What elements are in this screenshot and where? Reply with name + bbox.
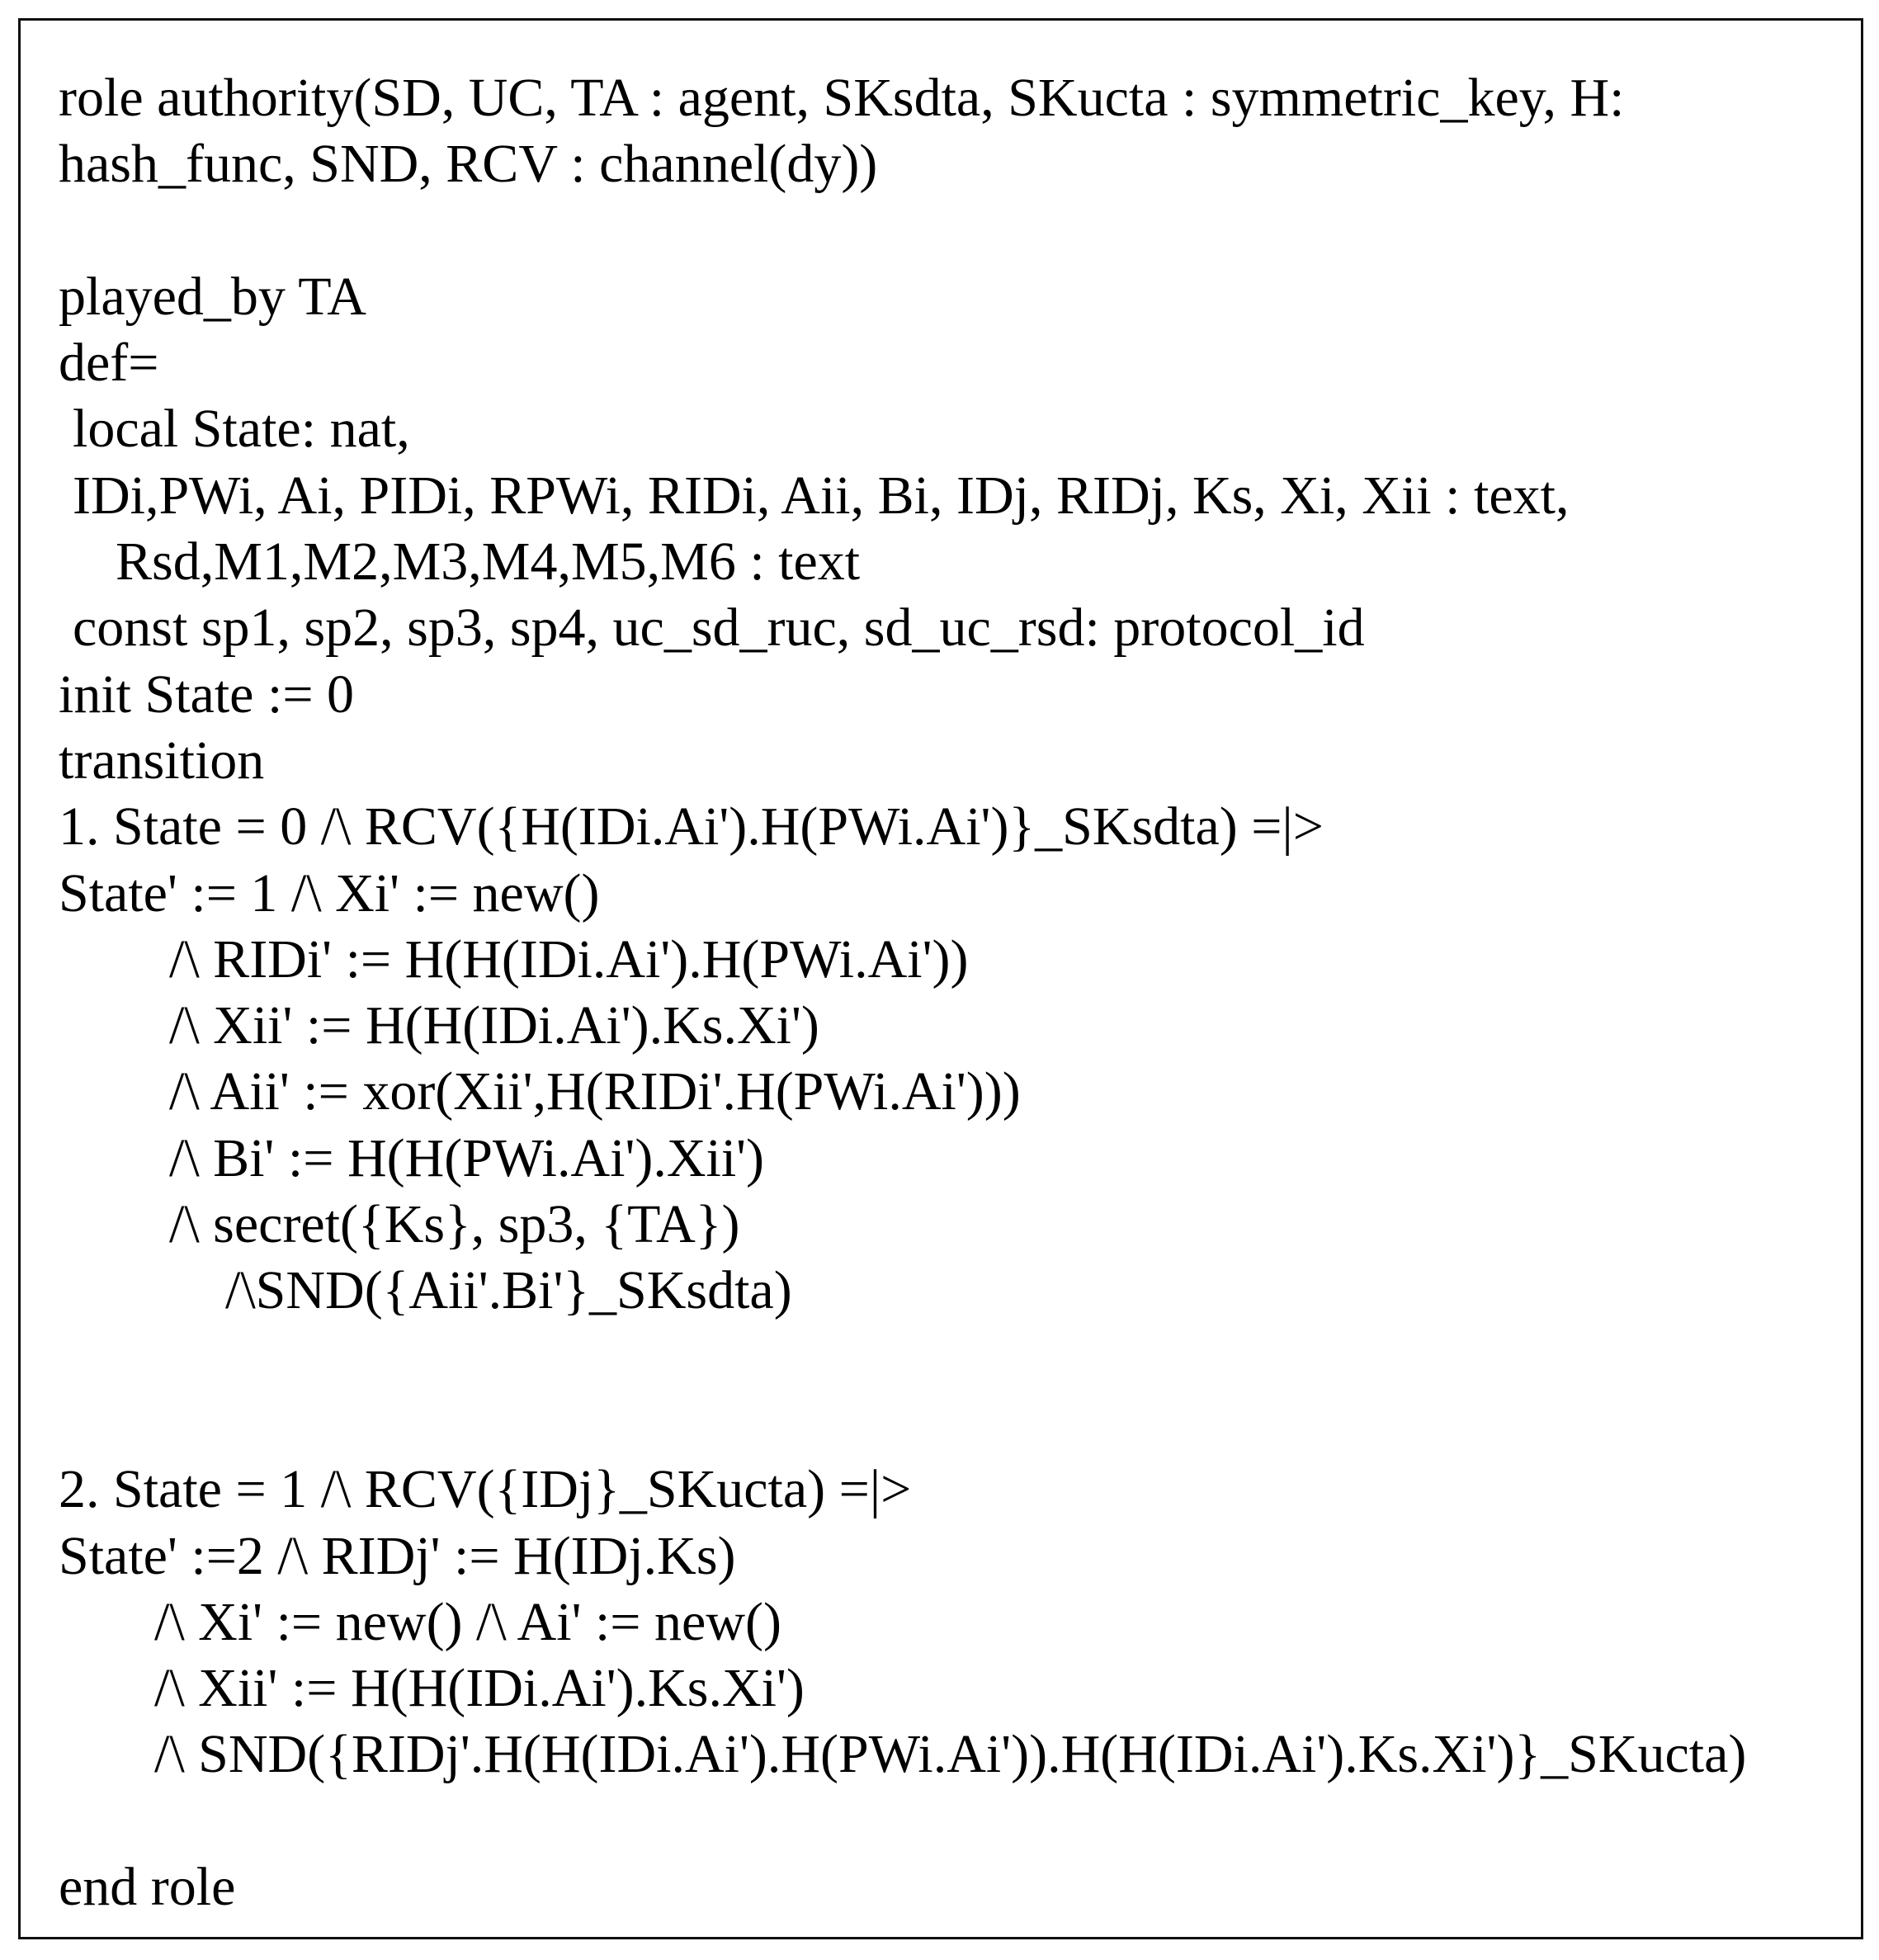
code-line: 2. State = 1 /\ RCV({IDj}_SKucta) =|> — [59, 1459, 912, 1520]
code-line: role authority(SD, UC, TA : agent, SKsdta, SKucta : symmetric_key, H: — [59, 68, 1625, 128]
code-line: /\ Aii' := xor(Xii',H(RIDi'.H(PWi.Ai'))) — [169, 1061, 1021, 1122]
code-line: /\SND({Aii'.Bi'}_SKsdta) — [225, 1260, 792, 1321]
blank-line — [21, 1325, 1861, 1391]
blank-line — [21, 1788, 1861, 1854]
code-line: transition — [59, 730, 265, 791]
code-line: State' :=2 /\ RIDj' := H(IDj.Ks) — [59, 1525, 736, 1586]
code-line: /\ secret({Ks}, sp3, {TA}) — [169, 1194, 740, 1255]
code-line: end role — [59, 1857, 236, 1918]
hlpsl-role-code — [21, 65, 1861, 1920]
code-line: init State := 0 — [59, 664, 355, 725]
code-line: const sp1, sp2, sp3, sp4, uc_sd_ruc, sd_uc_rsd: protocol_id — [73, 597, 1365, 659]
code-line: /\ Xii' := H(H(IDi.Ai').Ks.Xi') — [154, 1658, 805, 1719]
code-line: /\ Bi' := H(H(PWi.Ai').Xii') — [169, 1127, 765, 1188]
code-line: 1. State = 0 /\ RCV({H(IDi.Ai').H(PWi.Ai')}_SKsdta) =|> — [59, 796, 1324, 857]
code-line: hash_func, SND, RCV : channel(dy)) — [59, 134, 878, 195]
blank-line — [21, 1391, 1861, 1457]
code-line: State' := 1 /\ Xi' := new() — [59, 862, 600, 923]
code-line: def= — [59, 333, 159, 394]
code-line: IDi,PWi, Ai, PIDi, RPWi, RIDi, Aii, Bi, IDj, RIDj, Ks, Xi, Xii : text, — [73, 465, 1570, 526]
code-line: /\ RIDi' := H(H(IDi.Ai').H(PWi.Ai')) — [169, 928, 969, 989]
blank-line — [21, 198, 1861, 264]
code-line: /\ SND({RIDj'.H(H(IDi.Ai').H(PWi.Ai')).H(H(IDi.Ai').Ks.Xi')}_SKucta) — [154, 1724, 1747, 1785]
code-line: /\ Xii' := H(H(IDi.Ai').Ks.Xi') — [169, 995, 819, 1056]
code-line: Rsd,M1,M2,M3,M4,M5,M6 : text — [116, 531, 861, 593]
code-box — [18, 18, 1863, 1939]
code-line: played_by TA — [59, 266, 366, 327]
code-line: /\ Xi' := new() /\ Ai' := new() — [154, 1591, 781, 1652]
code-line: local State: nat, — [73, 399, 410, 460]
